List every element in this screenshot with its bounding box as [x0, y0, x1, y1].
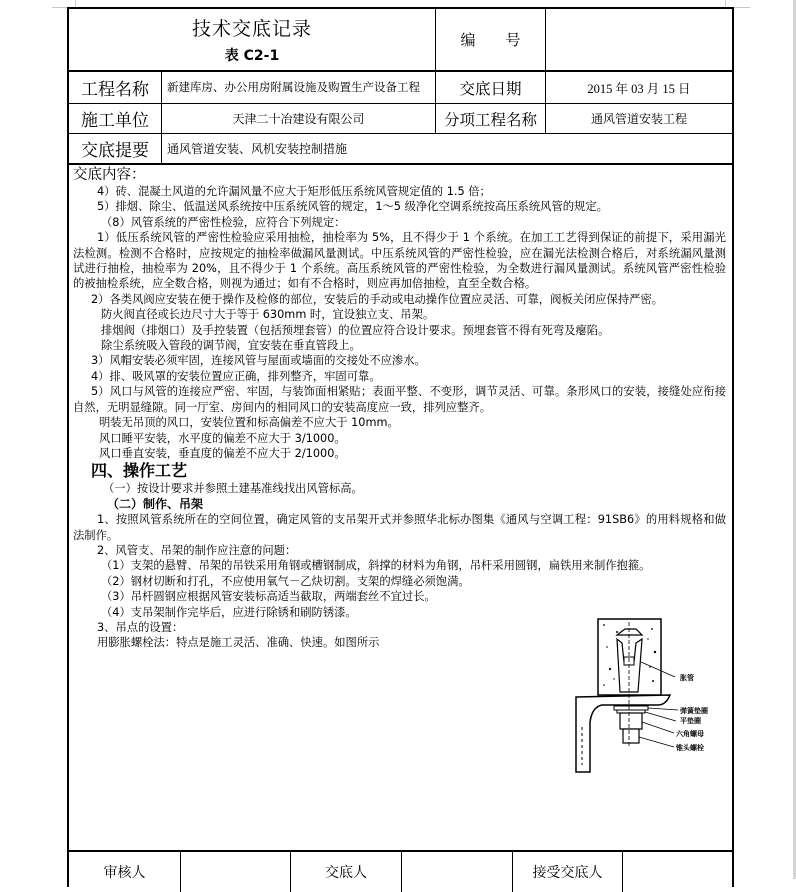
step-line: （3）吊杆圆钢应根据风管安装标高适当截取，两端套丝不宜过长。: [101, 590, 436, 604]
content-line: 明装无吊顶的风口，安装位置和标高偏差不应大于 10mm。: [99, 416, 399, 430]
disclosure-form: [67, 7, 734, 887]
step-line: （4）支吊架制作完毕后，应进行除锈和刷防锈漆。: [101, 605, 357, 619]
expansion-bolt-drawing: [562, 607, 732, 777]
project-row: [69, 72, 732, 103]
form-code: 表 C2-1: [224, 48, 280, 64]
receiver-value[interactable]: [623, 852, 732, 892]
date-label: 交底日期: [459, 79, 522, 98]
expansion-bolt-figure: [562, 607, 732, 777]
page-corner-mark: [734, 7, 750, 8]
number-value[interactable]: [546, 9, 732, 70]
number-label: 编 号: [460, 31, 521, 49]
receiver-label: 接受交底人: [532, 865, 603, 881]
step-line: （2）钢材切断和打孔，不应使用氧气－乙炔切割。支架的焊缝必须饱满。: [101, 574, 470, 588]
contractor-row: [69, 104, 732, 133]
content-line: （8）风管系统的严密性检验，应符合下列规定：: [101, 215, 346, 229]
step-line: （一）按设计要求并参照土建基准线找出风管标高。: [103, 482, 363, 496]
content-line: 风口垂直安装，垂直度的偏差不应大于 2/1000。: [99, 446, 346, 460]
signature-row: [69, 850, 732, 892]
discloser-value[interactable]: [402, 852, 512, 892]
figure-label-tube: 胀管: [680, 673, 694, 682]
step-line: 用膨胀螺栓法：特点是施工灵活、准确、快速。如图所示: [97, 636, 380, 650]
content-line: 1）低压系统风管的严密性检验应采用抽检，抽检率为 5%，且不得少于 1 个系统。在加工工艺得到保证的前提下，采用漏光法检测。检测不合格时，应按规定的抽检率做漏风量测试。中压系统风管的严密性检验，应在漏光法检测合格后，对系统漏风量测试进行抽检，抽检率为 20%，且不得少于 1 个系统。高压系统风管的严密性检验，为全数进行漏风量测试。系统风管严密性检验的被抽检系统，应全数合格，则视为通过；如有不合格时，则应再加倍抽检，直至全数合格。: [73, 231, 726, 291]
reviewer-value[interactable]: [181, 852, 290, 892]
content-line: 4）砖、混凝土风道的允许漏风量不应大于矩形低压系统风管规定值的 1.5 倍；: [97, 185, 491, 198]
divider: [69, 163, 732, 165]
content-line: 5）风口与风管的连接应严密、牢固，与装饰面相紧贴；表面平整、不变形，调节灵活、可靠。条形风口的安装，接缝处应衔接自然，无明显缝隙。同一厅室、房间内的相同风口的安装高度应一致，排列应整齐。: [73, 385, 726, 414]
summary-row: [69, 134, 732, 163]
figure-label-flat-washer: 平垫圈: [680, 716, 701, 725]
content-line: 除尘系统吸入管段的调节阀，宜安装在垂直管段上。: [101, 339, 361, 353]
form-title: 技术交底记录: [191, 18, 312, 40]
content-line: 4）排、吸风罩的安装位置应正确，排列整齐，牢固可靠。: [91, 369, 381, 383]
section-title: 四、操作工艺: [91, 461, 188, 481]
summary-label: 交底提要: [81, 141, 149, 161]
step-line: （1）支架的悬臂、吊架的吊铁采用角钢或槽钢制成，斜撑的材料为角钢，吊杆采用圆钢，扁铁用来制作抱箍。: [101, 559, 651, 573]
page-corner-mark: [75, 0, 76, 7]
content-line: 防火阀直径或长边尺寸大于等于 630mm 时，宜设独立支、吊架。: [101, 308, 435, 322]
project-name-value: 新建库房、办公用房附属设施及购置生产设备工程: [167, 80, 420, 95]
content-line: 3）风帽安装必须牢固，连接风管与屋面或墙面的交接处不应渗水。: [91, 354, 426, 368]
content-line: 5）排烟、除尘、低温送风系统按中压系统风管的规定，1～5 级净化空调系统按高压系统风管的规定。: [97, 200, 608, 214]
project-name-label: 工程名称: [81, 80, 149, 100]
contractor-value: 天津二十冶建设有限公司: [232, 112, 365, 126]
date-value: 2015 年 03 月 15 日: [587, 81, 691, 96]
content-line: 风口睡平安装，水平度的偏差不应大于 3/1000。: [99, 431, 346, 445]
summary-value: 通风管道安装、风机安装控制措施: [167, 142, 348, 156]
content-line: 2）各类风阀应安装在便于操作及检修的部位，安装后的手动或电动操作位置应灵活、可靠，阀板关闭应保持严密。: [91, 292, 664, 306]
title-cell: [69, 9, 435, 70]
step-line: 1、按照风管系统所在的空间位置，确定风管的支吊架开式并参照华北标办图集《通风与空调工程：91SB6》的用料规格和做法制作。: [73, 513, 726, 542]
contractor-label: 施工单位: [81, 111, 149, 131]
subitem-value: 通风管道安装工程: [590, 112, 687, 126]
discloser-label: 交底人: [325, 865, 367, 881]
subitem-label: 分项工程名称: [443, 110, 537, 129]
reviewer-label: 审核人: [103, 865, 146, 881]
disclosure-content: [73, 166, 726, 651]
content-line: 排烟阀（排烟口）及手控装置（包括预埋套管）的位置应符合设计要求。预埋套管不得有死弯及瘪陷。: [101, 323, 610, 337]
figure-label-cone-bolt: 锥头螺栓: [676, 743, 704, 752]
page-corner-mark: [725, 0, 726, 7]
figure-label-spring-washer: 弹簧垫圈: [680, 706, 708, 715]
header-row: [69, 9, 732, 70]
step-subtitle: （二）制作、吊架: [107, 496, 204, 511]
step-line: 3、吊点的设置：: [97, 620, 184, 634]
step-line: 2、风管支、吊架的制作应注意的问题：: [97, 543, 297, 557]
figure-label-hex-nut: 六角螺母: [676, 729, 704, 738]
page-corner-mark: [52, 7, 68, 8]
content-heading: 交底内容：: [73, 167, 146, 183]
